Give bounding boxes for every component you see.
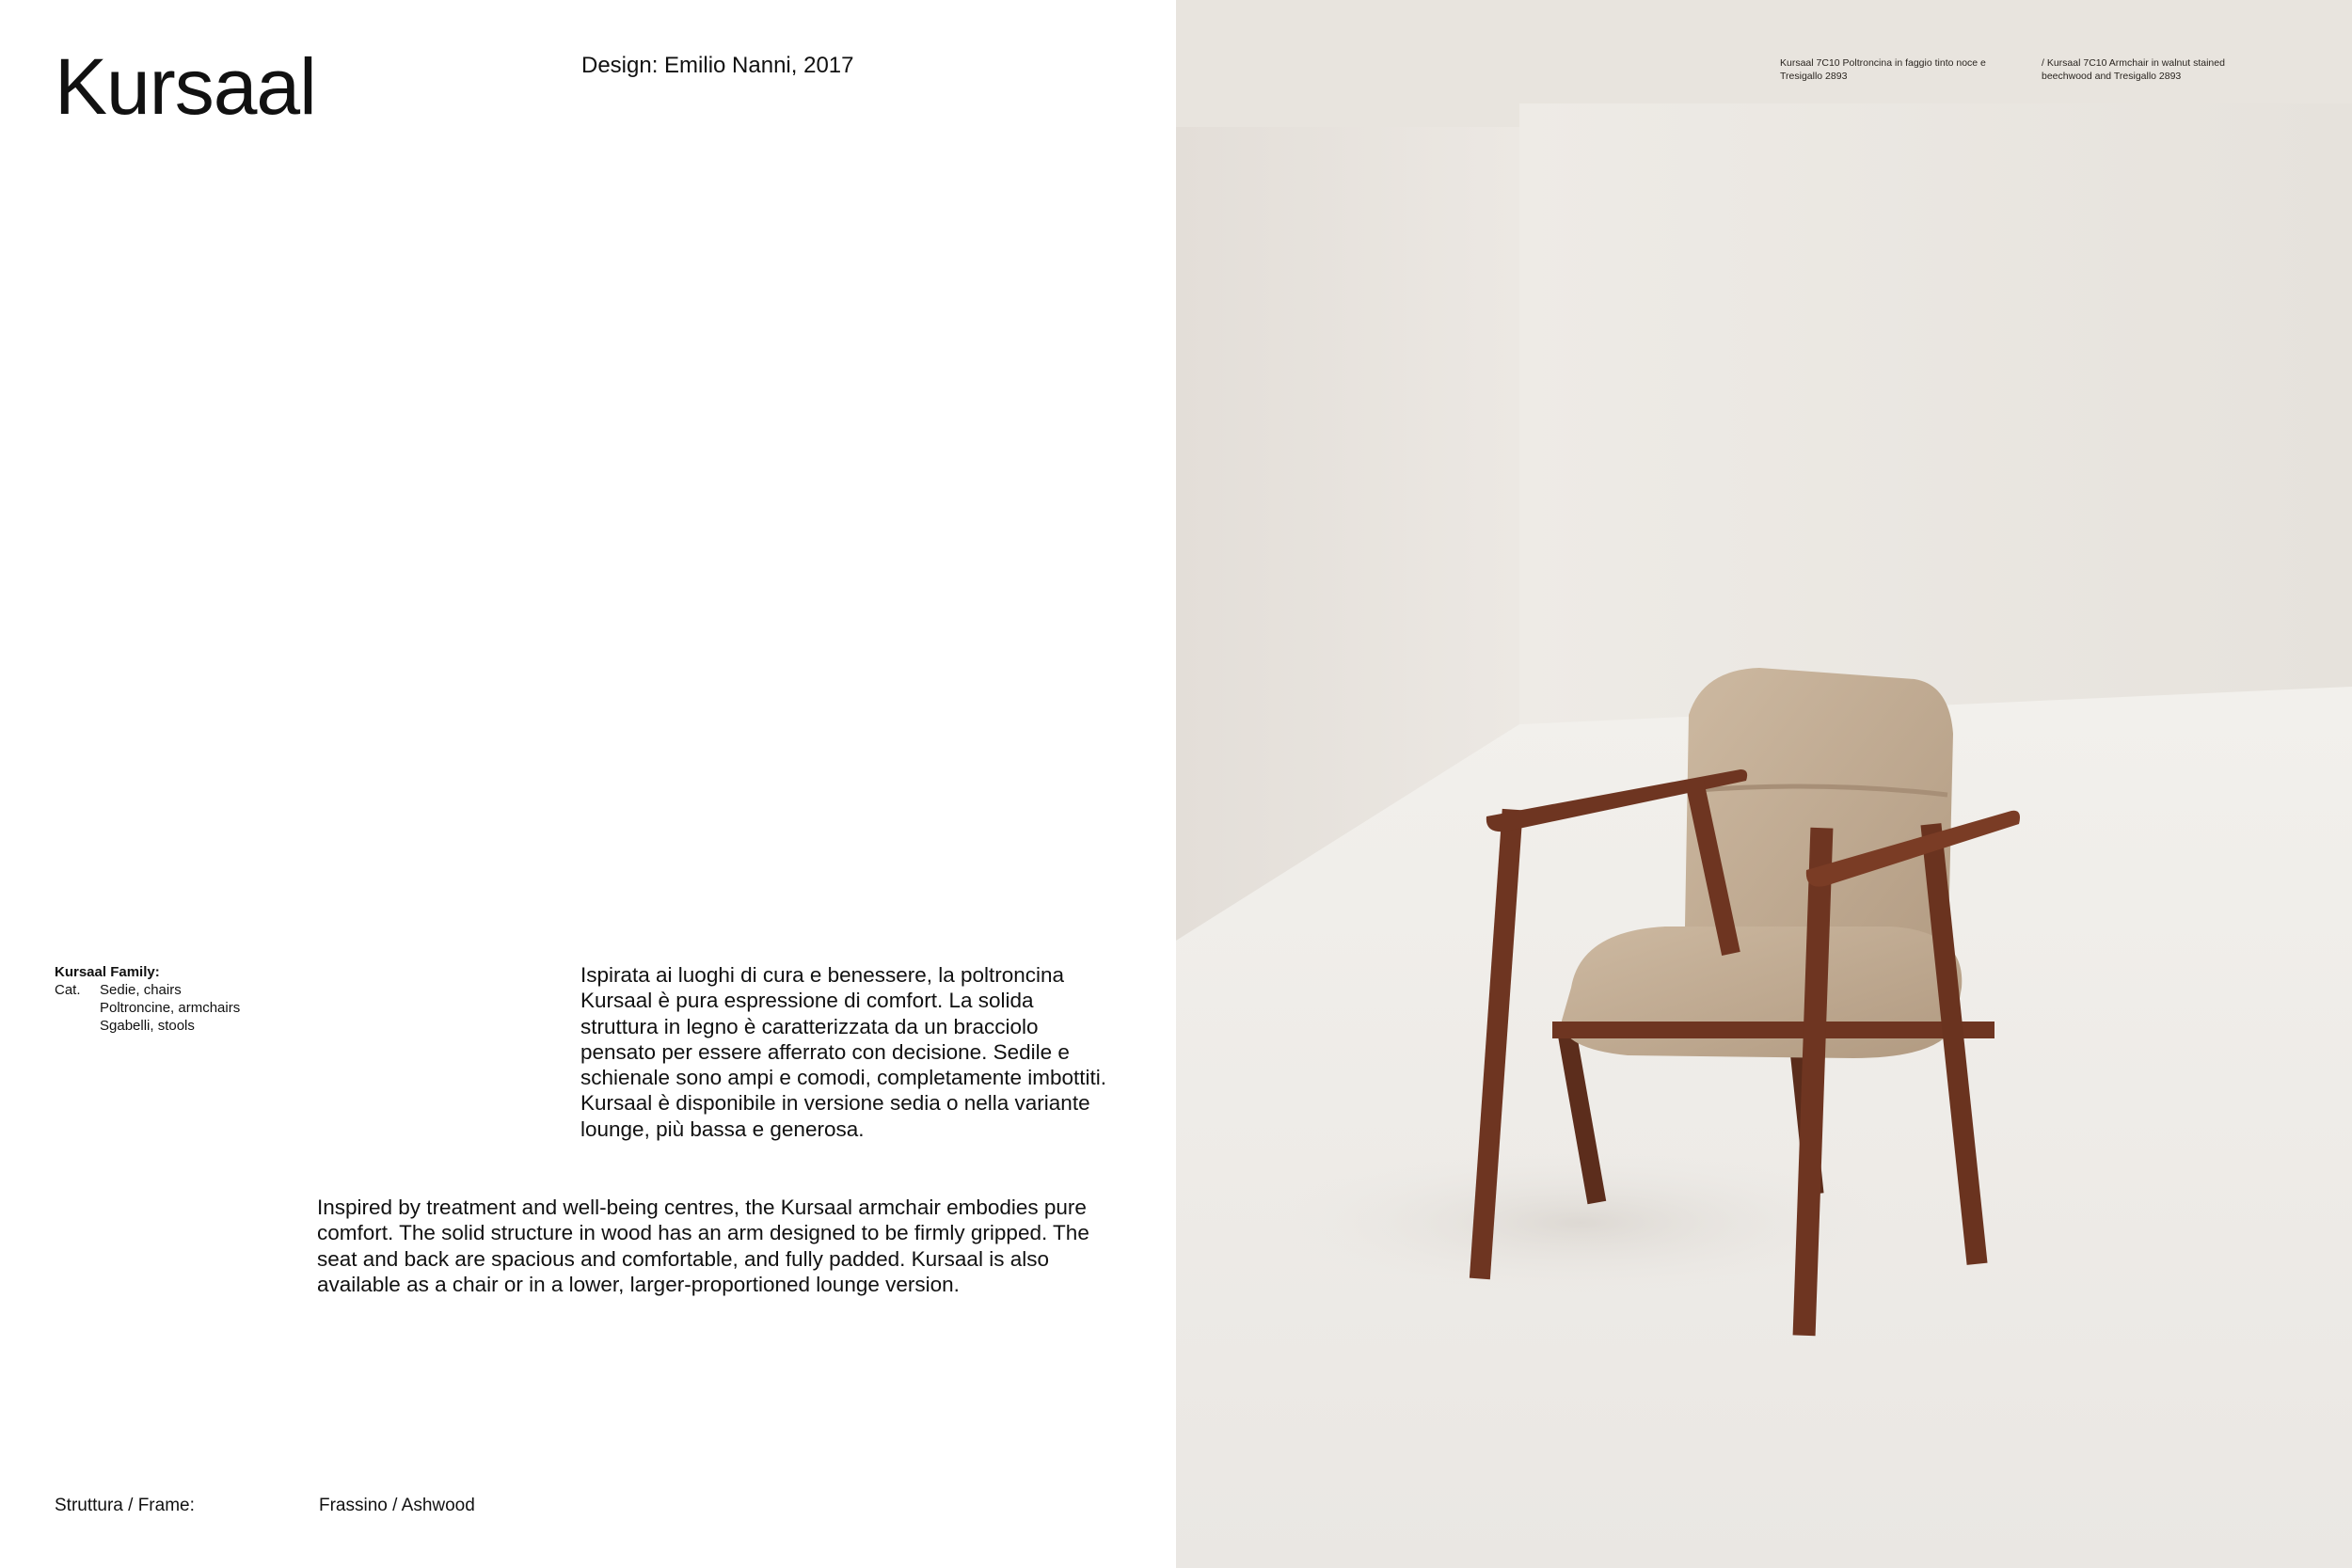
family-row (55, 1017, 240, 1035)
family-item: Sedie, chairs (100, 982, 182, 998)
category-label: Cat. (55, 982, 81, 998)
family-row (55, 981, 240, 999)
page-title: Kursaal (55, 42, 316, 131)
frame-value: Frassino / Ashwood (319, 1496, 475, 1515)
chair-seat-rail (1552, 1022, 1994, 1038)
chair-photo (1176, 0, 2352, 1568)
designer-credit: Design: Emilio Nanni, 2017 (581, 53, 854, 78)
family-row (55, 999, 240, 1017)
description-italian: Ispirata ai luoghi di cura e benessere, la poltroncina Kursaal è pura espressione di comfort. La solida struttura in legno è caratterizzata da un bracciolo pensato per essere afferrato con decisione. Sedile e schienale sono ampi e comodi, completamente imbottiti. Kursaal è disponibile in versione sedia o nella variante lounge, più bassa e generosa. (580, 963, 1107, 1141)
family-heading: Kursaal Family: (55, 964, 160, 980)
photo-caption-italian: Kursaal 7C10 Poltroncina in faggio tinto noce e Tresigallo 2893 (1780, 57, 1986, 82)
right-panel (1519, 103, 2352, 762)
product-photo-page (1176, 0, 2352, 1568)
family-item: Poltroncine, armchairs (100, 1000, 241, 1016)
frame-label: Struttura / Frame: (55, 1496, 195, 1515)
family-info (55, 963, 240, 1035)
description-english: Inspired by treatment and well-being centres, the Kursaal armchair embodies pure comfort. The solid structure in wood has an arm designed to be firmly gripped. The seat and back are spacious and comfortable, and fully padded. Kursaal is also available as a chair or in a lower, larger-proportioned lounge version. (317, 1196, 1089, 1296)
family-item: Sgabelli, stools (100, 1018, 195, 1034)
photo-caption-english: / Kursaal 7C10 Armchair in walnut stained beechwood and Tresigallo 2893 (2042, 57, 2225, 82)
